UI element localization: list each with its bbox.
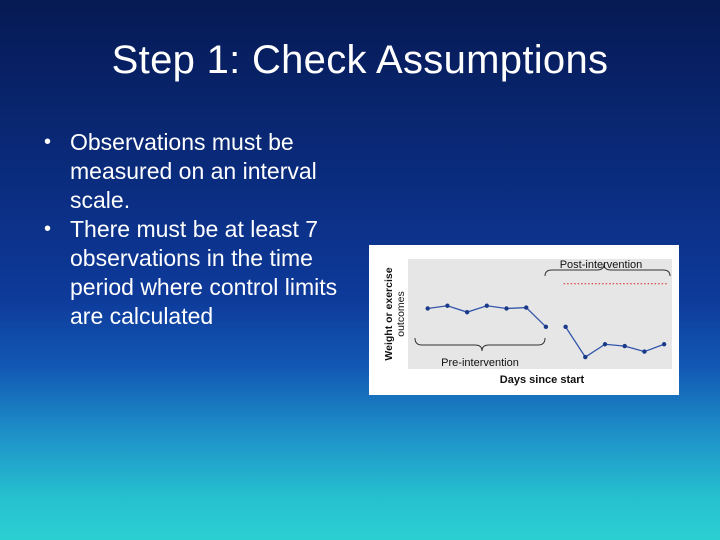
data-point <box>524 305 528 309</box>
slide-title: Step 1: Check Assumptions <box>111 38 609 82</box>
data-point <box>563 325 567 329</box>
x-axis-label: Days since start <box>499 374 585 386</box>
bullet-dot: • <box>44 218 52 240</box>
control-chart-figure <box>369 245 679 395</box>
pre-intervention-label: Pre-intervention <box>441 357 519 369</box>
data-point <box>603 342 607 346</box>
data-point <box>485 304 489 308</box>
data-point <box>465 310 469 314</box>
plot-area <box>408 259 672 369</box>
data-point <box>504 306 508 310</box>
data-point <box>445 304 449 308</box>
data-point <box>642 349 646 353</box>
data-point <box>623 344 627 348</box>
y-axis-label-line2: outcomes <box>395 291 407 337</box>
data-point <box>426 306 430 310</box>
post-intervention-label: Post-intervention <box>559 259 643 271</box>
bullet-list <box>38 128 368 331</box>
bullet-item <box>38 128 368 215</box>
data-point <box>662 342 666 346</box>
control-chart <box>369 245 679 395</box>
y-axis-label-line1: Weight or exercise <box>383 267 395 361</box>
bullet-text: Observations must be measured on an interval scale. <box>70 129 317 213</box>
bullet-item <box>38 215 368 331</box>
bullet-dot: • <box>44 131 52 153</box>
data-point <box>583 355 587 359</box>
data-point <box>544 325 548 329</box>
bullet-text: There must be at least 7 observations in the time period where control limits are calculated <box>70 216 338 329</box>
